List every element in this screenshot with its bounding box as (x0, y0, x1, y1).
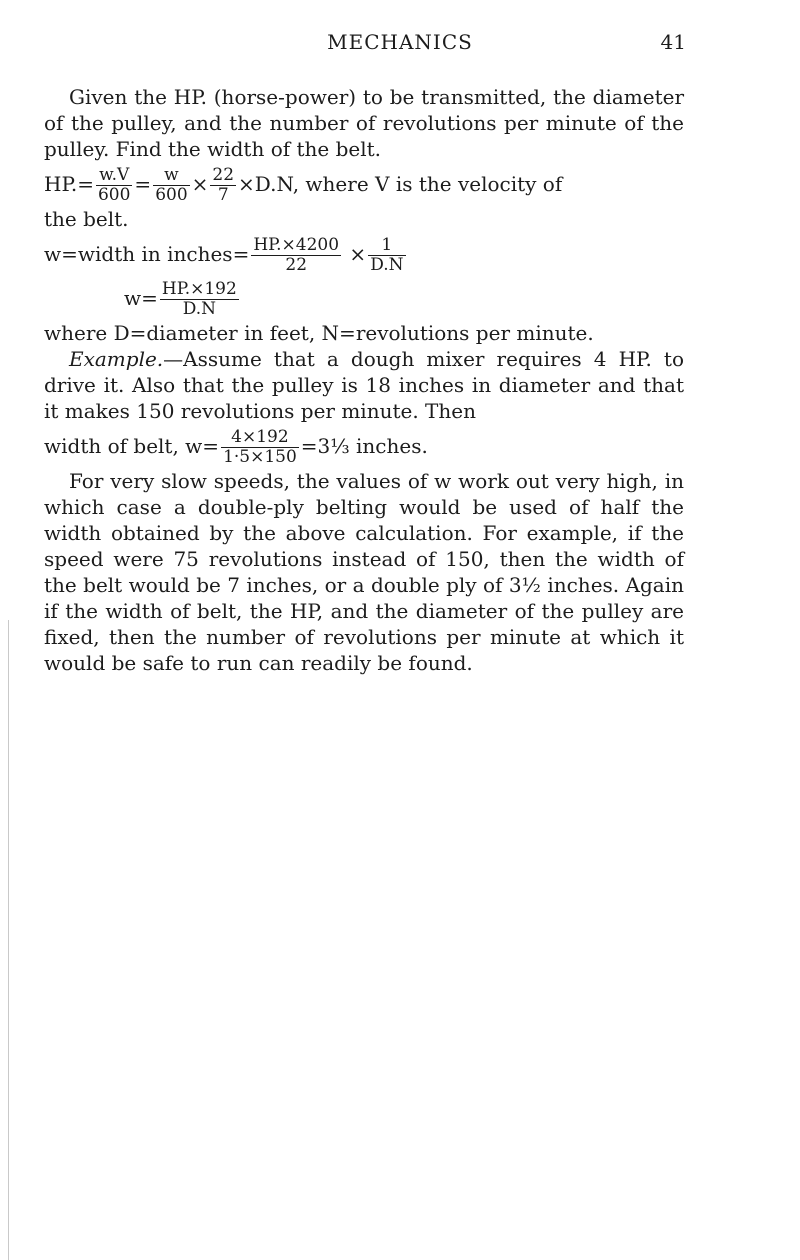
equals-sign: = (134, 172, 152, 196)
page-header (0, 30, 800, 60)
example-label: Example. (69, 347, 164, 371)
intro-paragraph: Given the HP. (horse-power) to be transmitted, the diameter of the pulley, and the number of revolutions per minute of the pulley. Find the width of the belt. (44, 85, 684, 161)
belt-line: the belt. (44, 207, 129, 231)
example-formula (44, 424, 684, 468)
example-result: =3⅓ inches. (300, 434, 428, 458)
times-sign: × (349, 242, 367, 266)
w-lhs: w= (124, 286, 158, 310)
example-paragraph (44, 346, 684, 424)
fraction-1-dn: $\frac{1}{D.N}$ (370, 235, 404, 275)
example-lhs: width of belt, w= (44, 434, 220, 458)
closing-paragraph: For very slow speeds, the values of w work out very high, in which case a double-ply belting would be used of half the width obtained by the above calculation. For example, if the speed were 75 revolutions instead of 150, then the width of the belt would be 7 inches, or a double ply of 3½ inches. Again if the width of belt, the HP, and the diameter of the pulley are fixed, then the number of revolutions per minute at which it would be safe to run can readily be found. (44, 469, 684, 675)
example-text: —Assume that a dough mixer requires 4 HP. to drive it. Also that the pulley is 18 inches in diameter and that it makes 150 revolutions per minute. Then (44, 347, 684, 423)
hp-formula (44, 162, 684, 206)
velocity-note: where V is the velocity of (305, 172, 563, 196)
hp-lhs: HP.= (44, 172, 94, 196)
width-formula (44, 232, 684, 276)
fraction-w-600: $\frac{w}{600}$ (155, 165, 188, 205)
definitions-line: where D=diameter in feet, N=revolutions per minute. (44, 321, 594, 345)
running-title: MECHANICS (327, 30, 473, 54)
page-number: 41 (660, 30, 686, 54)
times-sign: × (191, 172, 209, 196)
margin-line (8, 620, 9, 1260)
fraction-wv-600: $\frac{w.V}{600}$ (97, 165, 131, 205)
hp-tail: ×D.N, (238, 172, 300, 196)
width-lhs: w=width in inches= (44, 242, 250, 266)
fraction-hp4200-22: $\frac{HP.\times 4200}{22}$ (253, 235, 340, 275)
fraction-example: $\frac{4\times 192}{1\cdot 5\times 150}$ (223, 427, 297, 467)
simplified-formula (44, 276, 684, 320)
fraction-22-7: $\frac{22}{7}$ (212, 165, 235, 205)
page-body (44, 84, 684, 676)
fraction-hp192-dn: $\frac{HP.\times 192}{D.N}$ (161, 279, 237, 319)
